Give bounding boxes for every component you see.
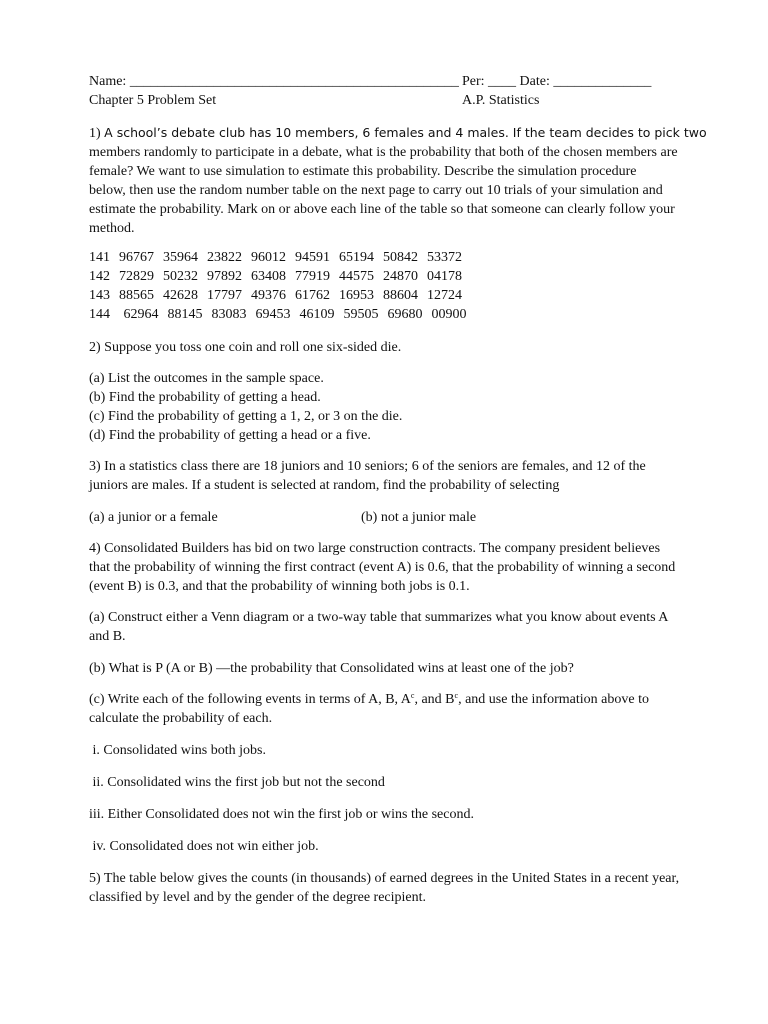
- question-4-part-c-line: calculate the probability of each.: [89, 711, 273, 726]
- question-1-line: members randomly to participate in a debate, what is the probability that both of the chosen members are: [89, 145, 678, 160]
- course-name: A.P. Statistics: [462, 93, 540, 108]
- question-3-line: juniors are males. If a student is selected at random, find the probability of selecting: [89, 478, 560, 493]
- question-4-part-c: [89, 690, 679, 728]
- question-4-part-b: (b) What is P (A or B) —the probability that Consolidated wins at least one of the job?: [89, 661, 574, 676]
- period-date-label: Per: ____ Date: ______________: [462, 74, 652, 89]
- question-1-number: 1): [89, 126, 105, 141]
- question-3-line: 3) In a statistics class there are 18 juniors and 10 seniors; 6 of the seniors are females, and 12 of the: [89, 459, 646, 474]
- problem-set-title: Chapter 5 Problem Set: [89, 93, 217, 108]
- question-4-item: iv. Consolidated does not win either job.: [89, 839, 319, 854]
- name-field-label: Name: _______________________________________________: [89, 74, 459, 89]
- question-2-prompt: 2) Suppose you toss one coin and roll one six-sided die.: [89, 340, 402, 355]
- question-4-item: iii. Either Consolidated does not win the first job or wins the second.: [89, 807, 474, 822]
- part-c-text: (c) Write each of the following events in terms of A, B, A: [89, 692, 411, 707]
- question-2-parts: [89, 369, 679, 445]
- question-3-part-a: (a) a junior or a female: [89, 510, 218, 525]
- complement-superscript: c: [410, 691, 415, 700]
- random-table-row: 141 96767 35964 23822 96012 94591 65194 50842 53372: [89, 250, 462, 265]
- question-1-line: below, then use the random number table on the next page to carry out 10 trials of your simulation and: [89, 183, 663, 198]
- question-1-line: estimate the probability. Mark on or above each line of the table so that someone can clearly follow your: [89, 202, 675, 217]
- question-4-line: 4) Consolidated Builders has bid on two large construction contracts. The company president believes: [89, 541, 661, 556]
- random-table-row: 144 62964 88145 83083 69453 46109 59505 69680 00900: [89, 307, 467, 322]
- random-table-row: 142 72829 50232 97892 63408 77919 44575 24870 04178: [89, 269, 462, 284]
- complement-superscript: c: [454, 691, 459, 700]
- question-1-line: female? We want to use simulation to estimate this probability. Describe the simulation procedure: [89, 164, 637, 179]
- question-4-part-a-line: and B.: [89, 629, 126, 644]
- question-1-line: method.: [89, 221, 135, 236]
- random-table-row: 143 88565 42628 17797 49376 61762 16953 88604 12724: [89, 288, 462, 303]
- question-2-part: (a) List the outcomes in the sample space.: [89, 371, 324, 386]
- question-2-part: (d) Find the probability of getting a head or a five.: [89, 428, 371, 443]
- question-4-part-c-line: [89, 690, 679, 709]
- question-4-line: that the probability of winning the first contract (event A) is 0.6, that the probability of winning a second: [89, 560, 676, 575]
- question-5-line: classified by level and by the gender of the degree recipient.: [89, 890, 427, 905]
- question-4-part-a: [89, 608, 679, 646]
- question-4: [89, 539, 679, 596]
- question-3-part-b: (b) not a junior male: [361, 510, 477, 525]
- question-1-handwritten-intro: A school’s debate club has 10 members, 6 females and 4 males. If the team decides to pick two: [104, 125, 707, 140]
- question-1: [89, 123, 707, 238]
- question-4-item: i. Consolidated wins both jobs.: [89, 743, 266, 758]
- part-c-text: , and B: [414, 692, 455, 707]
- question-2-part: (b) Find the probability of getting a head.: [89, 390, 321, 405]
- question-4-part-a-line: (a) Construct either a Venn diagram or a two-way table that summarizes what you know about events A: [89, 610, 669, 625]
- question-3: [89, 457, 679, 495]
- question-5-line: 5) The table below gives the counts (in thousands) of earned degrees in the United States in a recent year,: [89, 871, 680, 886]
- question-4-item: ii. Consolidated wins the first job but not the second: [89, 775, 385, 790]
- question-1-first-line: [89, 123, 707, 143]
- question-5: [89, 869, 679, 907]
- question-2-part: (c) Find the probability of getting a 1, 2, or 3 on the die.: [89, 409, 403, 424]
- question-4-line: (event B) is 0.3, and that the probability of winning both jobs is 0.1.: [89, 579, 470, 594]
- part-c-text: , and use the information above to: [458, 692, 649, 707]
